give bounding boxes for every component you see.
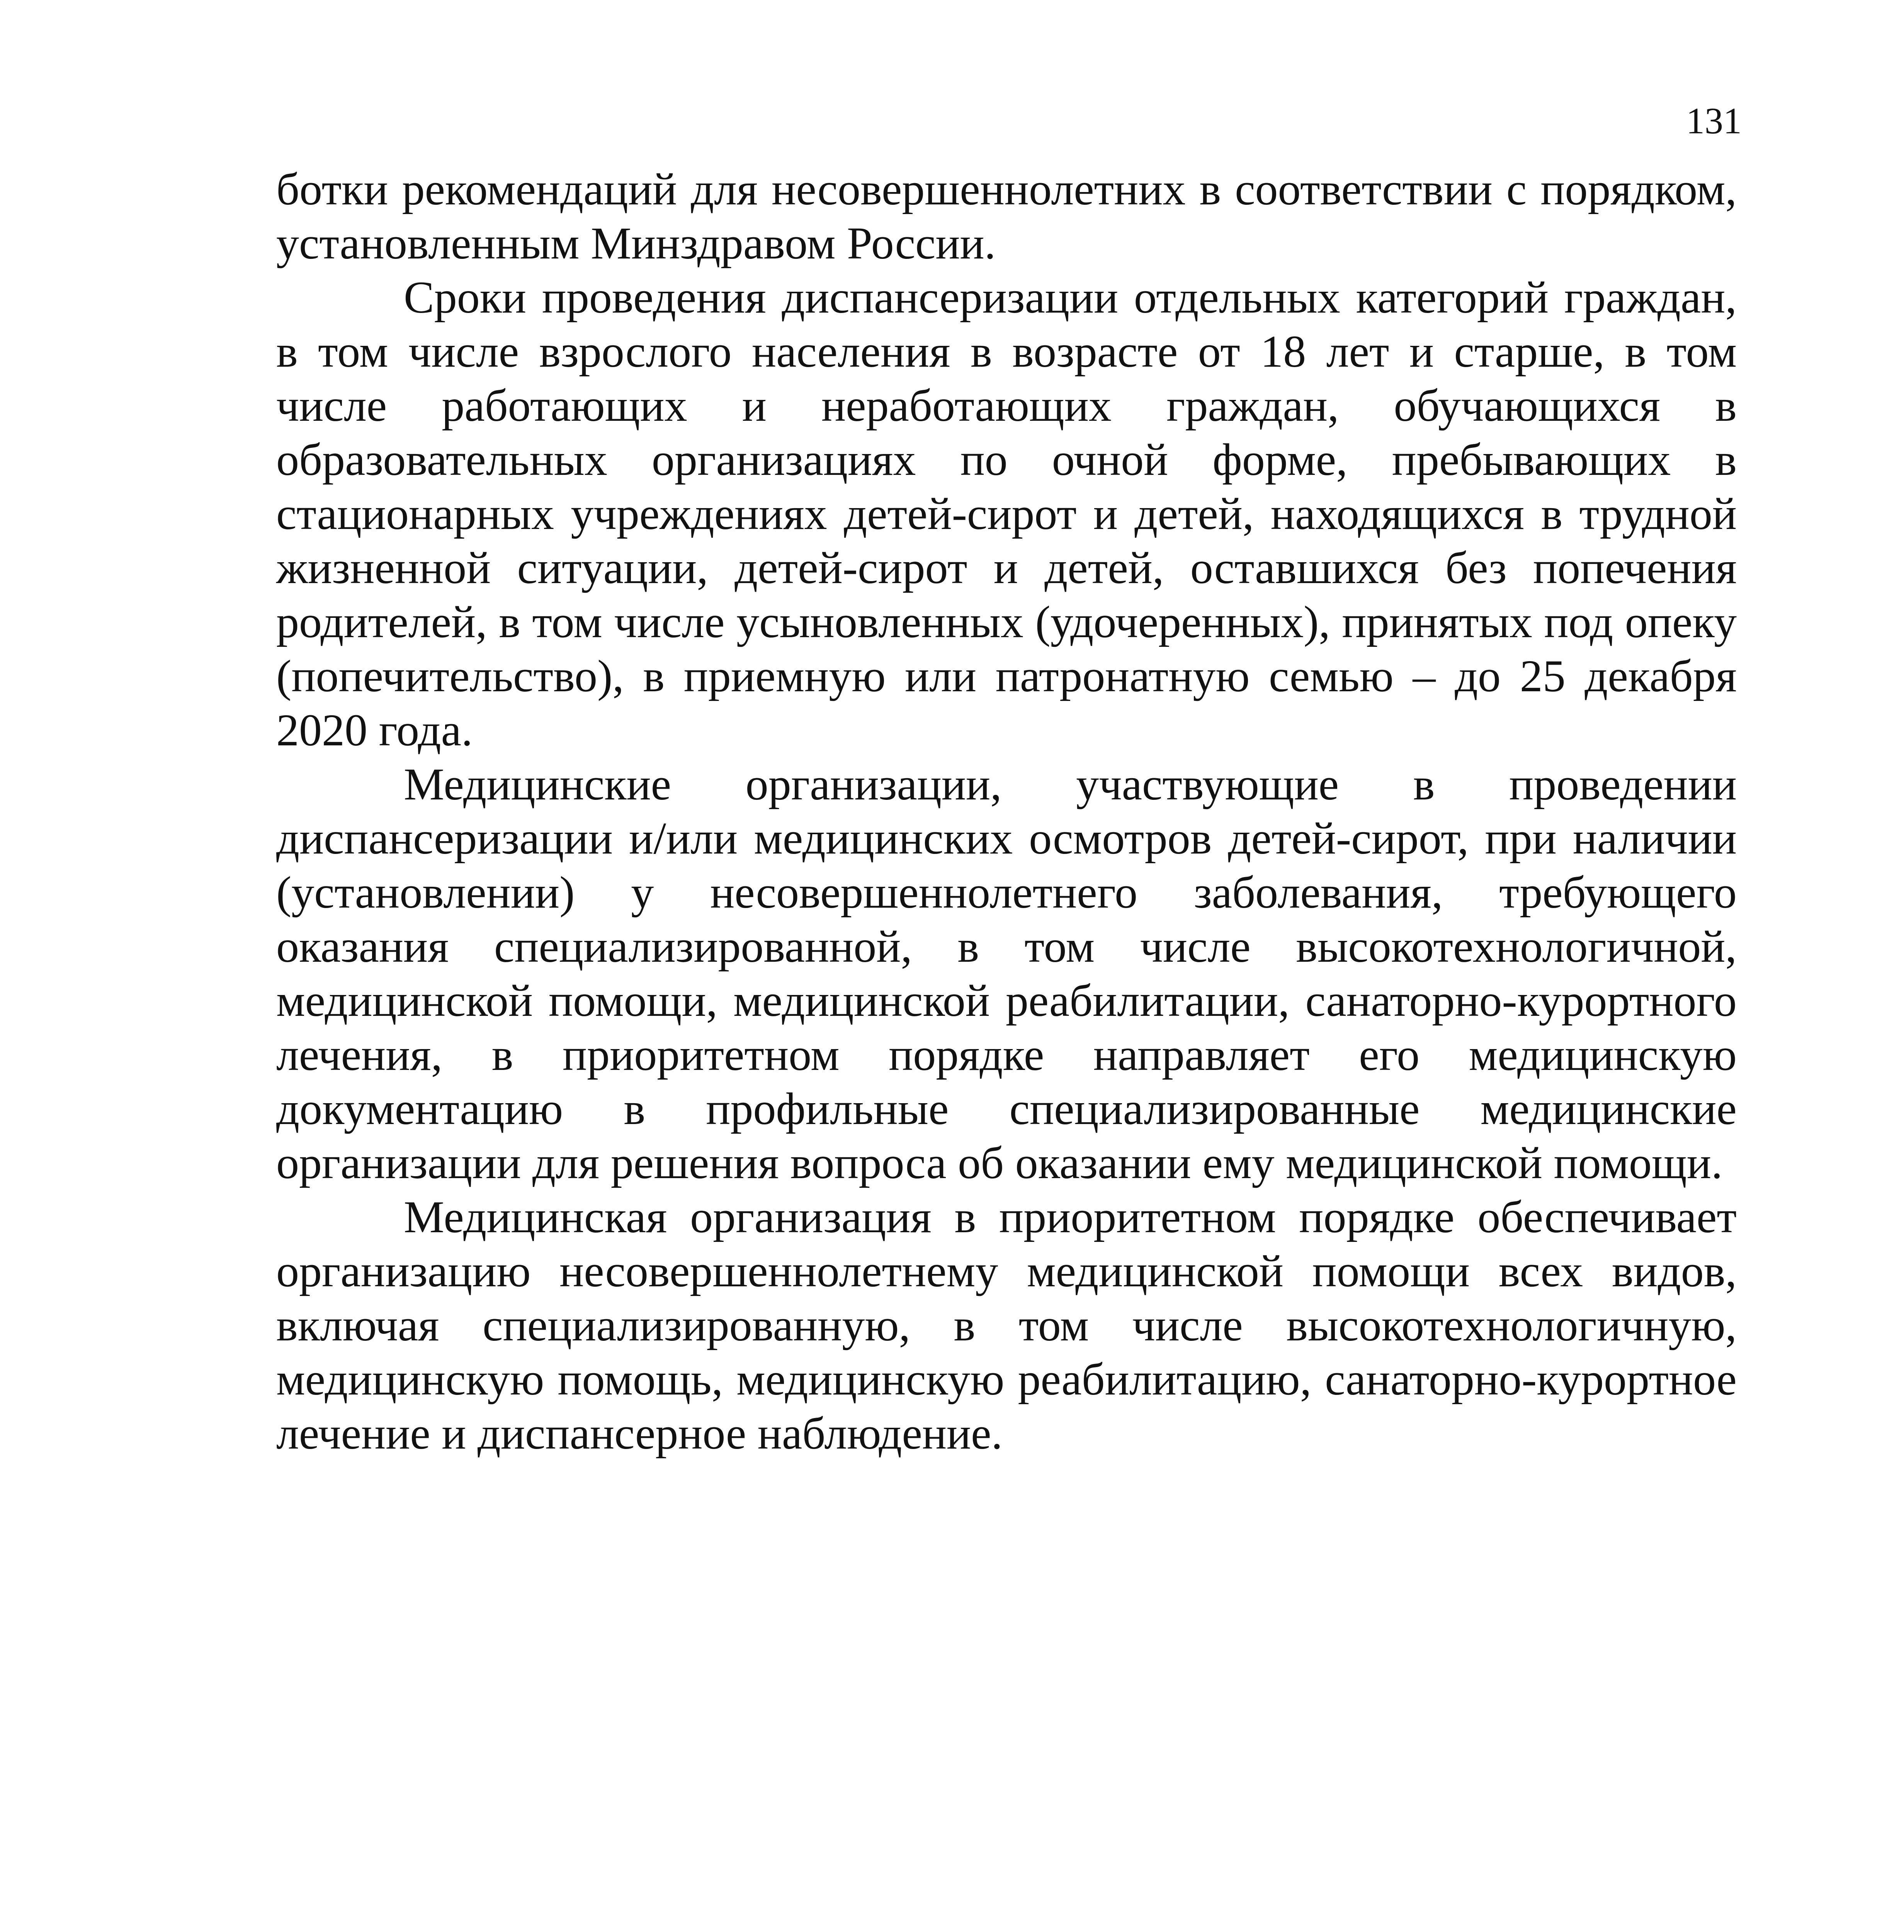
document-body bbox=[276, 162, 1737, 1461]
paragraph-dispensary-deadlines: Сроки проведения диспансеризации отдельных категорий граждан, в том числе взрослого населения в возрасте от 18 лет и старше, в том числе работающих и неработающих граждан, обучающихся в образовательных организациях по очной форме, пребывающих в стационарных учреждениях детей-сирот и детей, находящихся в трудной жизненной ситуации, детей-сирот и детей, оставшихся без попечения родителей, в том числе усыновленных (удочеренных), принятых под опеку (попечительство), в приемную или патронатную семью – до 25 декабря 2020 года. bbox=[276, 272, 1737, 755]
page-number: 131 bbox=[1686, 100, 1742, 141]
paragraph-continued: ботки рекомендаций для несовершеннолетних в соответствии с порядком, установленным Минздравом России. bbox=[276, 164, 1737, 269]
paragraph-medical-organizations: Медицинские организации, участвующие в проведении диспансеризации и/или медицинских осмотров детей-сирот, при наличии (установлении) у несовершеннолетнего заболевания, требующего оказания специализированной, в том числе высокотехнологичной, медицинской помощи, медицинской реабилитации, санаторно-курортного лечения, в приоритетном порядке направляет его медицинскую документацию в профильные специализированные медицинские организации для решения вопроса об оказании ему медицинской помощи. bbox=[276, 759, 1737, 1188]
paragraph-priority-care: Медицинская организация в приоритетном порядке обеспечивает организацию несовершеннолетнему медицинской помощи всех видов, включая специализированную, в том числе высокотехнологичную, медицинскую помощь, медицинскую реабилитацию, санаторно-курортное лечение и диспансерное наблюдение. bbox=[276, 1192, 1737, 1459]
